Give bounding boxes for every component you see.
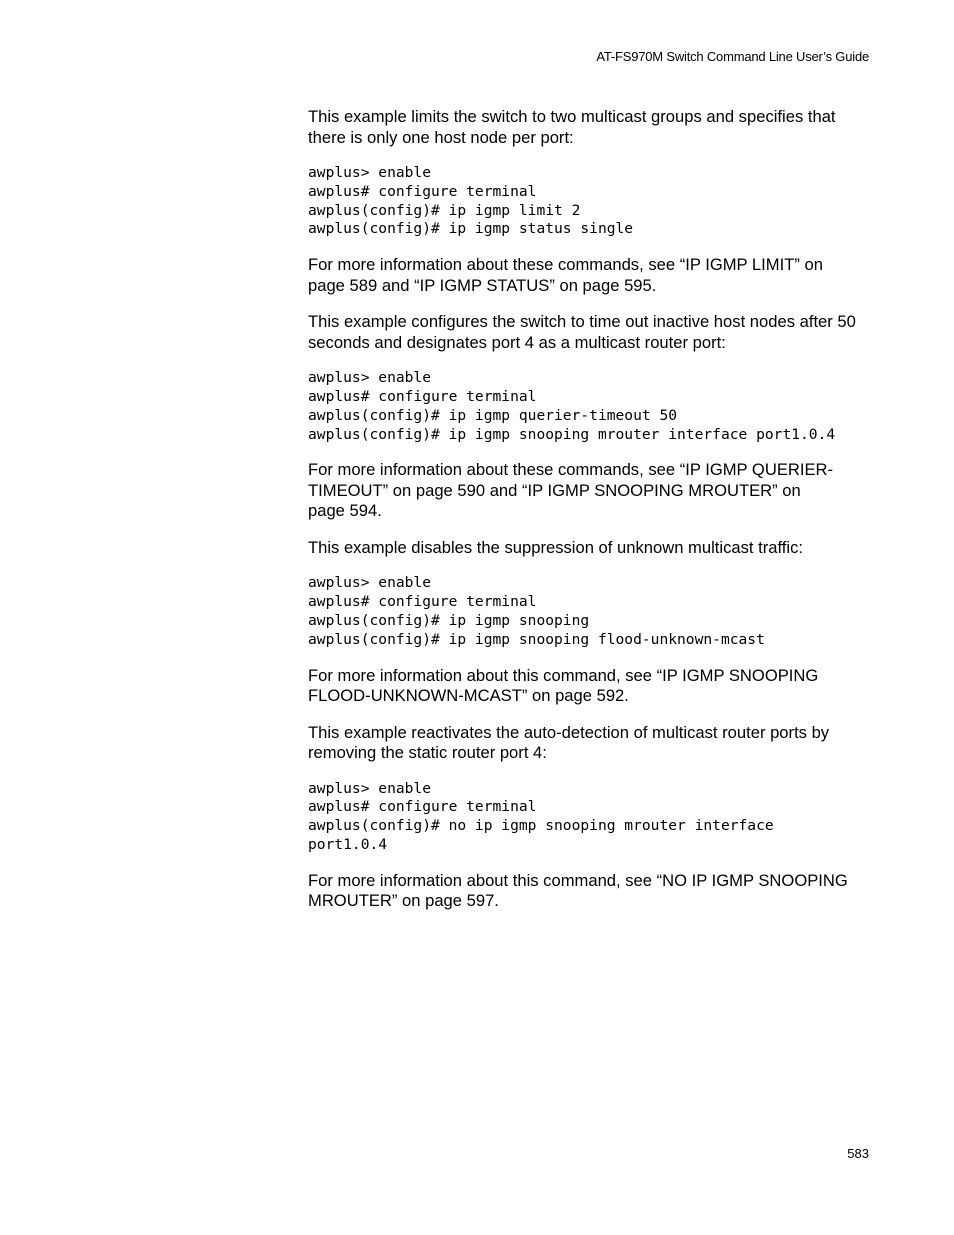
paragraph: This example configures the switch to time out inactive host nodes after 50 seconds and designates port 4 as a multicast router port: <box>308 312 856 352</box>
code-block: awplus> enable awplus# configure terminal awplus(config)# ip igmp snooping awplus(config)# ip igmp snooping flood-unknown-mcast <box>308 574 765 648</box>
running-header: AT-FS970M Switch Command Line User’s Guide <box>596 49 869 64</box>
paragraph: This example disables the suppression of unknown multicast traffic: <box>308 537 803 557</box>
paragraph: For more information about this command, see “IP IGMP SNOOPING FLOOD-UNKNOWN-MCAST” on page 592. <box>308 665 819 706</box>
code-block: awplus> enable awplus# configure terminal awplus(config)# no ip igmp snooping mrouter interface port1.0.4 <box>308 779 774 853</box>
paragraph: For more information about this command, see “NO IP IGMP SNOOPING MROUTER” on page 597. <box>308 870 848 911</box>
paragraph: For more information about these commands, see “IP IGMP QUERIER- TIMEOUT” on page 590 and “IP IGMP SNOOPING MROUTER” on page 594. <box>308 460 834 521</box>
code-block: awplus> enable awplus# configure terminal awplus(config)# ip igmp querier-timeout 50 awplus(config)# ip igmp snooping mrouter interface port1.0.4 <box>308 369 836 443</box>
code-block: awplus> enable awplus# configure terminal awplus(config)# ip igmp limit 2 awplus(config)# ip igmp status single <box>308 164 634 238</box>
page-number: 583 <box>847 1146 869 1161</box>
paragraph: For more information about these commands, see “IP IGMP LIMIT” on page 589 and “IP IGMP STATUS” on page 595. <box>308 255 823 295</box>
paragraph: This example limits the switch to two multicast groups and specifies that there is only one host node per port: <box>308 107 836 147</box>
page-content <box>308 107 878 928</box>
paragraph: This example reactivates the auto-detection of multicast router ports by removing the static router port 4: <box>308 722 830 763</box>
